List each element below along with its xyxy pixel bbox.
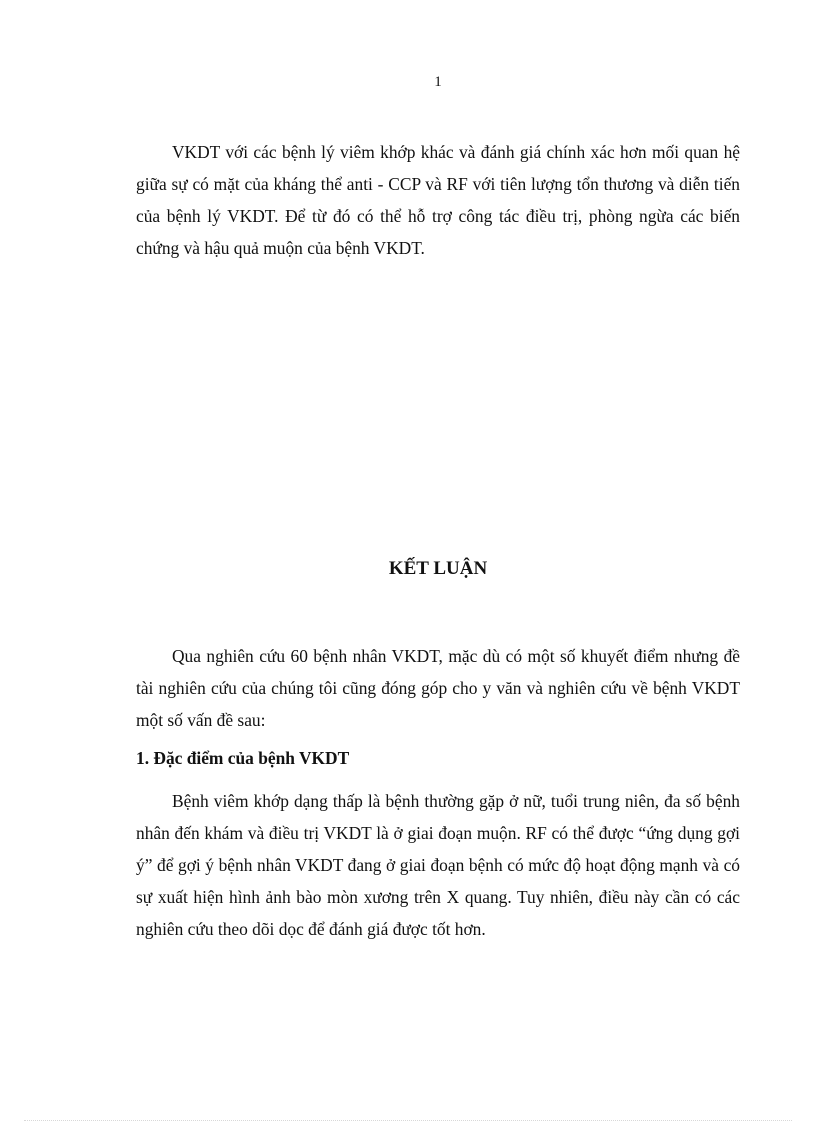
conclusion-heading: KẾT LUẬN	[388, 558, 488, 579]
paragraph-section-1: Bệnh viêm khớp dạng thấp là bệnh thường gặp ở nữ, tuổi trung niên, đa số bệnh nhân đến khám và điều trị VKDT là ở giai đoạn muộn. RF có thể được “ứng dụng gợi ý” để gợi ý bệnh nhân VKDT đang ở giai đoạn bệnh có mức độ hoạt động mạnh và có sự xuất hiện hình ảnh bào mòn xương trên X quang. Tuy nhiên, điều này cần có các nghiên cứu theo dõi dọc để đánh giá được tốt hơn.	[136, 791, 740, 939]
page-bottom-divider	[24, 1120, 792, 1121]
paragraph-intro: VKDT với các bệnh lý viêm khớp khác và đánh giá chính xác hơn mối quan hệ giữa sự có mặt của kháng thể anti - CCP và RF với tiên lượng tổn thương và diễn tiến của bệnh lý VKDT. Để từ đó có thể hỗ trợ công tác điều trị, phòng ngừa các biến chứng và hậu quả muộn của bệnh VKDT.	[136, 142, 740, 258]
paragraph-conclusion: Qua nghiên cứu 60 bệnh nhân VKDT, mặc dù có một số khuyết điểm nhưng đề tài nghiên cứu của chúng tôi cũng đóng góp cho y văn và nghiên cứu về bệnh VKDT một số vấn đề sau:	[136, 646, 740, 730]
section-1-heading: 1. Đặc điểm của bệnh VKDT	[136, 748, 350, 768]
page-number: 1	[434, 74, 442, 90]
